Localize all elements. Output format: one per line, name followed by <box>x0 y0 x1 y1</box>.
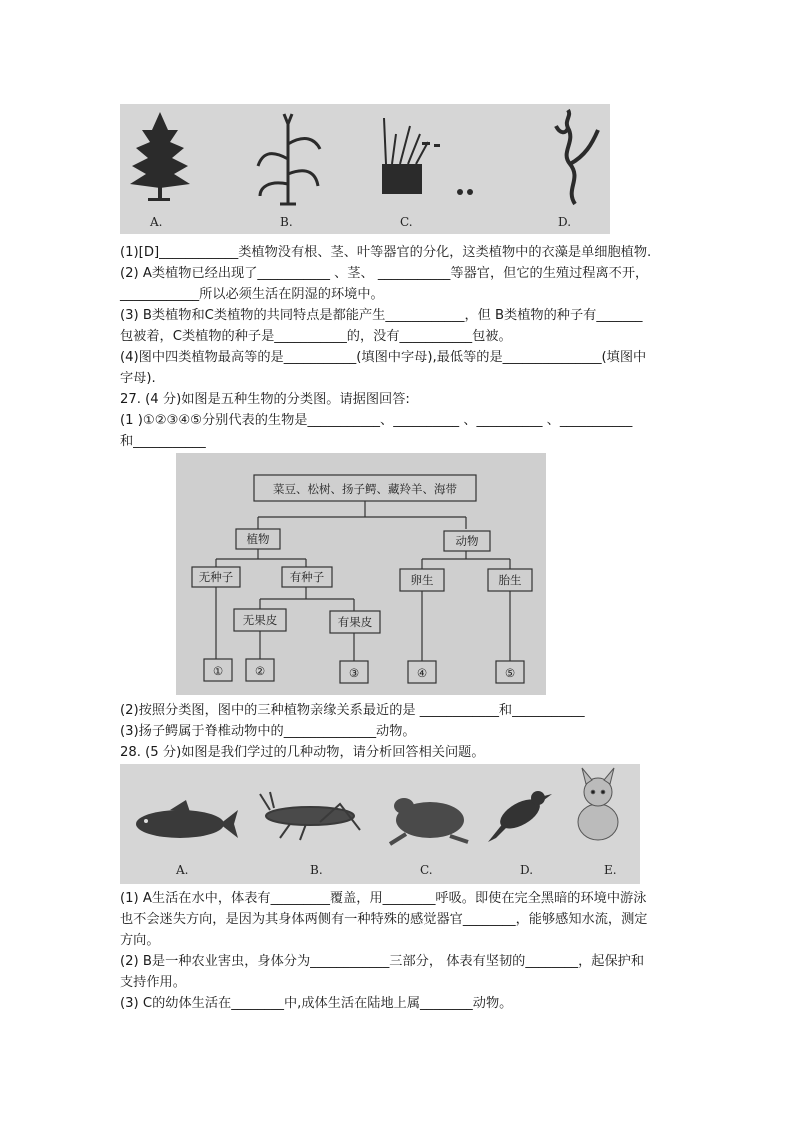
q26-part4-line2: 字母). <box>120 371 156 386</box>
tree-leaf-4: ④ <box>416 666 428 680</box>
animal-label-d: D. <box>520 863 534 877</box>
fish-image <box>136 800 238 838</box>
q28-part1-line1: (1) A生活在水中，体表有_________覆盖，用________呼吸。即使在完全黑暗的环境中游泳 <box>120 891 647 906</box>
tree-plant-label: 植物 <box>246 532 270 546</box>
animal-label-b: B. <box>310 863 323 877</box>
q27-part3: (3)扬子鳄属于脊椎动物中的______________动物。 <box>120 724 416 739</box>
classification-tree-diagram <box>176 453 546 695</box>
q26-part3-line1: (3) B类植物和C类植物的共同特点是都能产生____________，但 B类植物的种子有_______ <box>120 308 643 323</box>
tree-seed-label: 有种子 <box>289 570 325 584</box>
plant-label-c: C. <box>400 215 413 229</box>
plant-label-d: D. <box>558 215 572 229</box>
q26-part1: (1)[D]____________类植物没有根、茎、叶等器官的分化，这类植物中的衣藻是单细胞植物. <box>120 245 652 260</box>
q26-part3-line2: 包被着，C类植物的种子是___________的，没有___________包被。 <box>120 329 512 344</box>
q26-part2-line1: (2) A类植物已经出现了___________ 、茎、 ___________等器官，但它的生殖过程离不开， <box>120 266 649 281</box>
tree-viviparous-label: 胎生 <box>498 573 522 587</box>
q28-part1-line3: 方向。 <box>120 933 160 948</box>
tree-no-pericarp-label: 无果皮 <box>242 613 278 627</box>
plants-figure <box>120 104 610 234</box>
animal-label-e: E. <box>604 863 617 877</box>
algae-image <box>556 110 598 204</box>
q28-part2-line1: (2) B是一种农业害虫，身体分为____________三部分， 体表有坚韧的________，起保护和 <box>120 954 645 969</box>
plant-label-a: A. <box>150 215 163 229</box>
animal-label-c: C. <box>420 863 433 877</box>
tree-oviparous-label: 卵生 <box>410 573 434 587</box>
tree-leaf-5: ⑤ <box>504 666 516 680</box>
tree-leaf-2: ② <box>254 664 266 678</box>
q27-part1-line2: 和___________ <box>120 434 206 449</box>
q26-part4-line1: (4)图中四类植物最高等的是___________(填图中字母),最低等的是_______________(填图中 <box>120 350 647 365</box>
q27-part2: (2)按照分类图，图中的三种植物亲缘关系最近的是 ____________和___________ <box>120 703 585 718</box>
frog-image <box>390 798 468 844</box>
tree-no-seed-label: 无种子 <box>198 570 234 584</box>
animals-figure <box>120 764 640 884</box>
animal-label-a: A. <box>176 863 189 877</box>
q26-part2-line2: ____________所以必须生活在阴湿的环境中。 <box>120 287 384 302</box>
q27-title: 27. (4 分)如图是五种生物的分类图。请据图回答: <box>120 392 410 407</box>
moss-image <box>382 118 473 195</box>
grasshopper-image <box>260 792 360 840</box>
q28-part2-line2: 支持作用。 <box>120 975 186 990</box>
corn-plant-image <box>258 114 320 204</box>
q28-part3: (3) C的幼体生活在________中,成体生活在陆地上属________动物。 <box>120 996 513 1011</box>
q28-part1-line2: 也不会迷失方向，是因为其身体两侧有一种特殊的感觉器官________，能够感知水流，测定 <box>120 912 648 927</box>
bird-image <box>488 791 552 842</box>
q28-title: 28. (5 分)如图是我们学过的几种动物，请分析回答相关问题。 <box>120 745 485 760</box>
dog-image <box>578 768 618 840</box>
tree-root-label: 菜豆、松树、扬子鳄、藏羚羊、海带 <box>273 482 457 496</box>
plant-label-b: B. <box>280 215 293 229</box>
q27-part1-line1: (1 )①②③④⑤分别代表的生物是___________、__________ 、__________ 、___________ <box>120 413 633 428</box>
tree-leaf-1: ① <box>212 664 224 678</box>
fern-leaf-image <box>130 112 190 201</box>
tree-leaf-3: ③ <box>348 666 360 680</box>
tree-animal-label: 动物 <box>455 534 479 548</box>
tree-pericarp-label: 有果皮 <box>337 615 373 629</box>
